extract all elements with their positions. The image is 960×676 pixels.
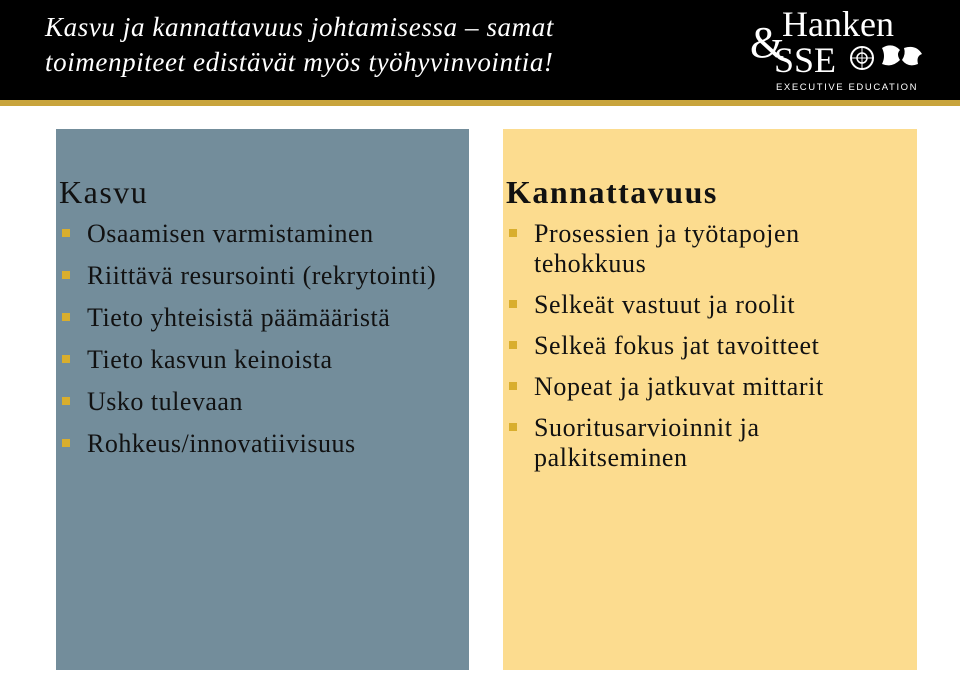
square-bullet-icon — [509, 382, 517, 390]
list-item: Selkeät vastuut ja roolit — [506, 290, 917, 320]
profitability-panel-title: Kannattavuus — [506, 174, 718, 210]
logo-seal-icon — [851, 47, 873, 69]
list-item: Rohkeus/innovatiivisuus — [59, 429, 469, 459]
square-bullet-icon — [62, 355, 70, 363]
square-bullet-icon — [509, 300, 517, 308]
growth-list — [59, 219, 469, 459]
logo-line2: SSE — [774, 40, 837, 80]
slide-title — [45, 10, 735, 80]
header-bar — [0, 0, 960, 100]
list-item: Tieto yhteisistä päämääristä — [59, 303, 469, 333]
header-accent-rule — [0, 100, 960, 106]
square-bullet-icon — [62, 439, 70, 447]
square-bullet-icon — [62, 313, 70, 321]
hanken-sse-logo — [748, 2, 948, 96]
list-item: Suoritusarvioinnit ja palkitseminen — [506, 413, 917, 473]
square-bullet-icon — [62, 271, 70, 279]
list-item: Riittävä resursointi (rekrytointi) — [59, 261, 469, 291]
logo-line1: Hanken — [782, 4, 894, 44]
list-item: Osaamisen varmistaminen — [59, 219, 469, 249]
profitability-panel — [503, 129, 917, 670]
square-bullet-icon — [509, 423, 517, 431]
square-bullet-icon — [62, 397, 70, 405]
square-bullet-icon — [62, 229, 70, 237]
logo-subtitle: EXECUTIVE EDUCATION — [776, 82, 919, 93]
growth-panel — [56, 129, 469, 670]
list-item: Prosessien ja työtapojen tehokkuus — [506, 219, 917, 279]
square-bullet-icon — [509, 341, 517, 349]
slide-title-line2: toimenpiteet edistävät myös työhyvinvointia! — [45, 47, 554, 77]
list-item: Tieto kasvun keinoista — [59, 345, 469, 375]
list-item: Usko tulevaan — [59, 387, 469, 417]
list-item: Selkeä fokus jat tavoitteet — [506, 331, 917, 361]
slide-title-line1: Kasvu ja kannattavuus johtamisessa – samat — [45, 12, 554, 42]
square-bullet-icon — [509, 229, 517, 237]
growth-panel-title: Kasvu — [59, 174, 149, 210]
profitability-list — [506, 219, 917, 473]
logo-emblem-icon — [882, 45, 922, 65]
list-item: Nopeat ja jatkuvat mittarit — [506, 372, 917, 402]
logo-ampersand: & — [750, 18, 785, 67]
